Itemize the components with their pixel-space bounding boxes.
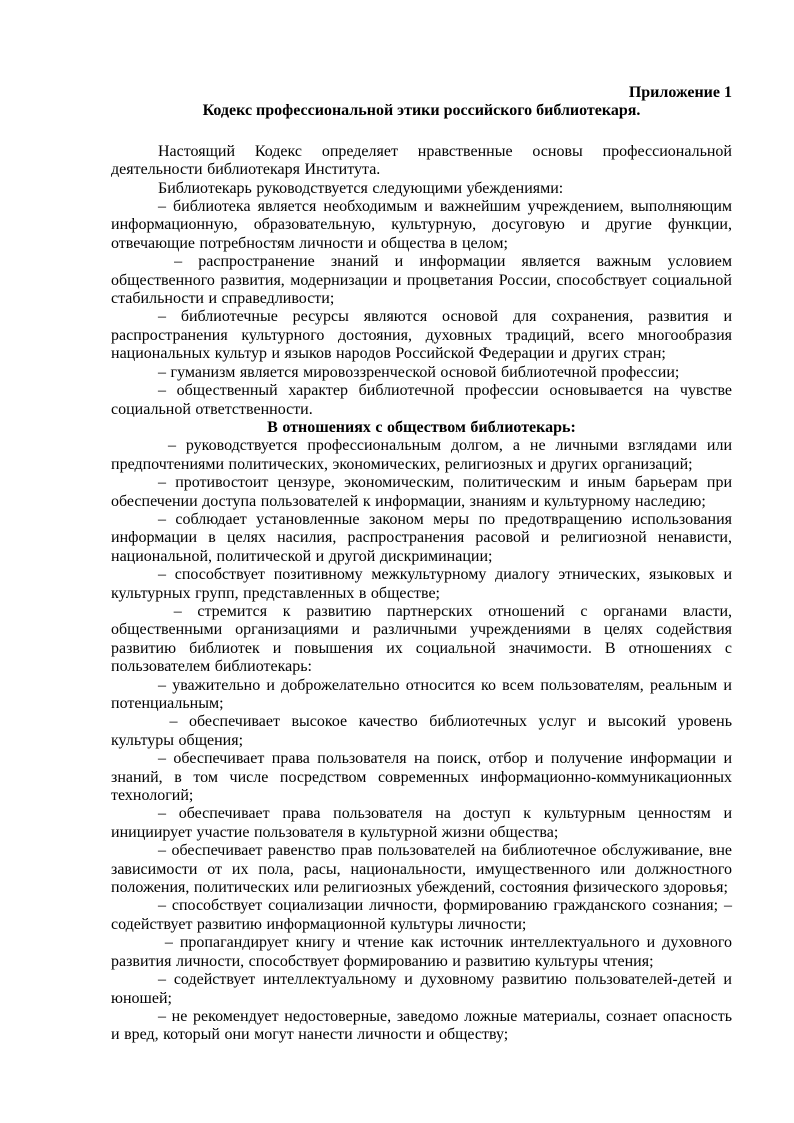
paragraph: – обеспечивает высокое качество библиотечных услуг и высокий уровень культуры общения; [111, 713, 732, 749]
paragraph: – противостоит цензуре, экономическим, политическим и иным барьерам при обеспечении доступа пользователей к информации, знаниям и культурному наследию; [111, 474, 732, 510]
paragraph: – стремится к развитию партнерских отношений с органами власти, общественными организациями и различными учреждениями в целях содействия развитию библиотек и повышения их социальной значимости. В отношениях с пользователем библиотекарь: [111, 602, 732, 676]
paragraph: – руководствуется профессиональным долгом, а не личными взглядами или предпочтениями политических, экономических, религиозных и других организаций; [111, 437, 732, 473]
paragraph: – соблюдает установленные законом меры по предотвращению использования информации в целях насилия, распространения расовой и религиозной ненависти, национальной, политической и другой дискриминации; [111, 510, 732, 565]
paragraph: Библиотекарь руководствуется следующими убеждениями: [158, 179, 564, 197]
paragraph: – пропагандирует книгу и чтение как источник интеллектуального и духовного развития личности, способствует формированию и развитию культуры чтения; [111, 934, 732, 970]
paragraph: – обеспечивает права пользователя на поиск, отбор и получение информации и знаний, в том числе посредством современных информационно-коммуникационных технологий; [111, 750, 732, 805]
paragraph: – библиотечные ресурсы являются основой для сохранения, развития и распространения культурного достояния, духовных традиций, всего многообразия национальных культур и языков народов Российской Федерации и других стран; [111, 308, 732, 363]
paragraph: – гуманизм является мировоззренческой основой библиотечной профессии; [158, 363, 680, 381]
paragraph: – распространение знаний и информации является важным условием общественного развития, модернизации и процветания России, способствует социальной стабильности и справедливости; [111, 253, 732, 308]
document-body [111, 143, 732, 1045]
appendix-label: Приложение 1 [628, 84, 732, 101]
paragraph: – библиотека является необходимым и важнейшим учреждением, выполняющим информационную, образовательную, культурную, досуговую и другие функции, отвечающие потребностям личности и общества в целом; [111, 198, 732, 252]
paragraph: – обеспечивает равенство прав пользователей на библиотечное обслуживание, вне зависимости от их пола, расы, национальности, имущественного или должностного положения, политических или религиозных убеждений, состояния физического здоровья; [111, 842, 732, 897]
section-heading: В отношениях с обществом библиотекарь: [267, 418, 576, 436]
paragraph: – способствует позитивному межкультурному диалогу этнических, языковых и культурных групп, представленных в обществе; [111, 566, 732, 602]
paragraph: – уважительно и доброжелательно относится ко всем пользователям, реальным и потенциальным; [111, 676, 732, 712]
document-title: Кодекс профессиональной этики российского библиотекаря. [202, 102, 641, 120]
paragraph: – обеспечивает права пользователя на доступ к культурным ценностям и инициирует участие пользователя в культурной жизни общества; [111, 805, 732, 841]
paragraph: – общественный характер библиотечной профессии основывается на чувстве социальной ответственности. [111, 382, 732, 418]
paragraph: – не рекомендует недостоверные, заведомо ложные материалы, сознает опасность и вред, который они могут нанести личности и обществу; [111, 1007, 732, 1044]
paragraph: – способствует социализации личности, формированию гражданского сознания; – содействует развитию информационной культуры личности; [111, 897, 732, 933]
paragraph: Настоящий Кодекс определяет нравственные основы профессиональной деятельности библиотекаря Института. [111, 142, 732, 179]
paragraph: – содействует интеллектуальному и духовному развитию пользователей-детей и юношей; [111, 971, 732, 1007]
